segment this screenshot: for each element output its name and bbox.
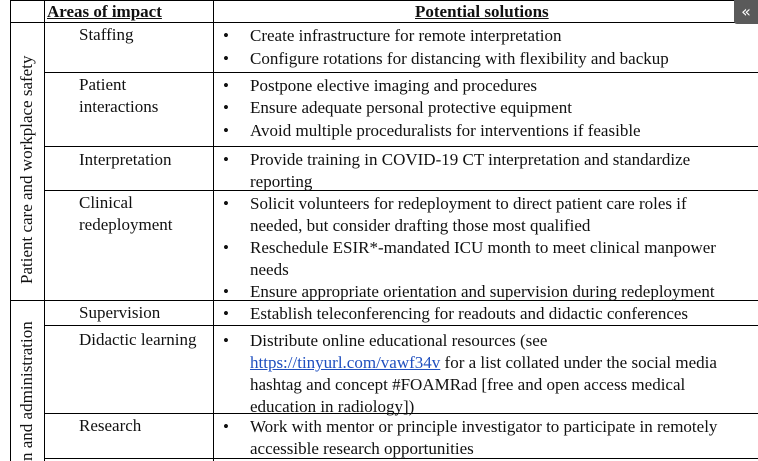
- group-label-administration: n and administration: [17, 321, 36, 461]
- bullet-icon: •: [223, 150, 229, 169]
- area-staffing: Staffing: [79, 25, 134, 44]
- row-rule: [44, 72, 758, 73]
- area-column-rule: [213, 0, 214, 461]
- bullet-icon: •: [223, 417, 229, 436]
- tinyurl-link[interactable]: https://tinyurl.com/vawf34v: [250, 353, 441, 372]
- bullet-icon: •: [223, 194, 229, 213]
- document-page: Areas of impact Potential solutions Patient care and workplace safety n and administration Staffing • Create infrastructure for remote interpretation • Configure rotations for distancing with flexibility and backup Patient interactions • Postpone elective imaging and procedures • Ensure adequate personal protective equipment • Avoid multiple proceduralists for interventions if feasible Interpretation • Provide training in COVID-19 CT interpretation and standardize reporting Clinical redeployment • Solicit volunteers for redeployment to direct patient care roles if needed, but consider drafting those most qualified • Reschedule ESIR*-mandated ICU month to meet clinical manpower needs • Ensure appropriate orientation and supervision during redeployment Supervision • Establish teleconferencing for readouts and didactic conferences Didactic learning • Distribute online educational resources (see https://tinyurl.com/vawf34v for a list collated under the social media hashtag and concept #FOAMRad [free and open access medical education in radiology]) Research • Work with mentor or principle investigator to participate in remotely accessible research opportunities «: [0, 0, 758, 461]
- bullet-icon: •: [223, 49, 229, 68]
- bullet-icon: •: [223, 304, 229, 323]
- area-clinical-redeployment: Clinical redeployment: [79, 193, 173, 234]
- bullet-icon: •: [223, 331, 229, 350]
- area-didactic-learning: Didactic learning: [79, 330, 197, 349]
- area-interpretation: Interpretation: [79, 150, 172, 169]
- group-label-patient-care: Patient care and workplace safety: [17, 55, 36, 284]
- bullet-icon: •: [223, 282, 229, 301]
- double-chevron-left-icon: «: [741, 2, 751, 21]
- table-left-border: [10, 0, 11, 461]
- bullet-icon: •: [223, 76, 229, 95]
- row-rule: [44, 146, 758, 147]
- areas-of-impact-header: Areas of impact: [47, 2, 162, 21]
- header-rule: [10, 22, 758, 23]
- bullet-icon: •: [223, 26, 229, 45]
- area-supervision: Supervision: [79, 303, 161, 322]
- potential-solutions-header: Potential solutions: [415, 2, 549, 21]
- bullet-icon: •: [223, 121, 229, 140]
- table-top-rule: [10, 0, 758, 1]
- collapse-panel-button[interactable]: [734, 0, 758, 24]
- area-research: Research: [79, 416, 142, 435]
- area-patient-interactions: Patient interactions: [79, 75, 159, 116]
- row-rule: [44, 325, 758, 326]
- bullet-icon: •: [223, 98, 229, 117]
- group-column-rule: [44, 0, 45, 461]
- bullet-icon: •: [223, 238, 229, 257]
